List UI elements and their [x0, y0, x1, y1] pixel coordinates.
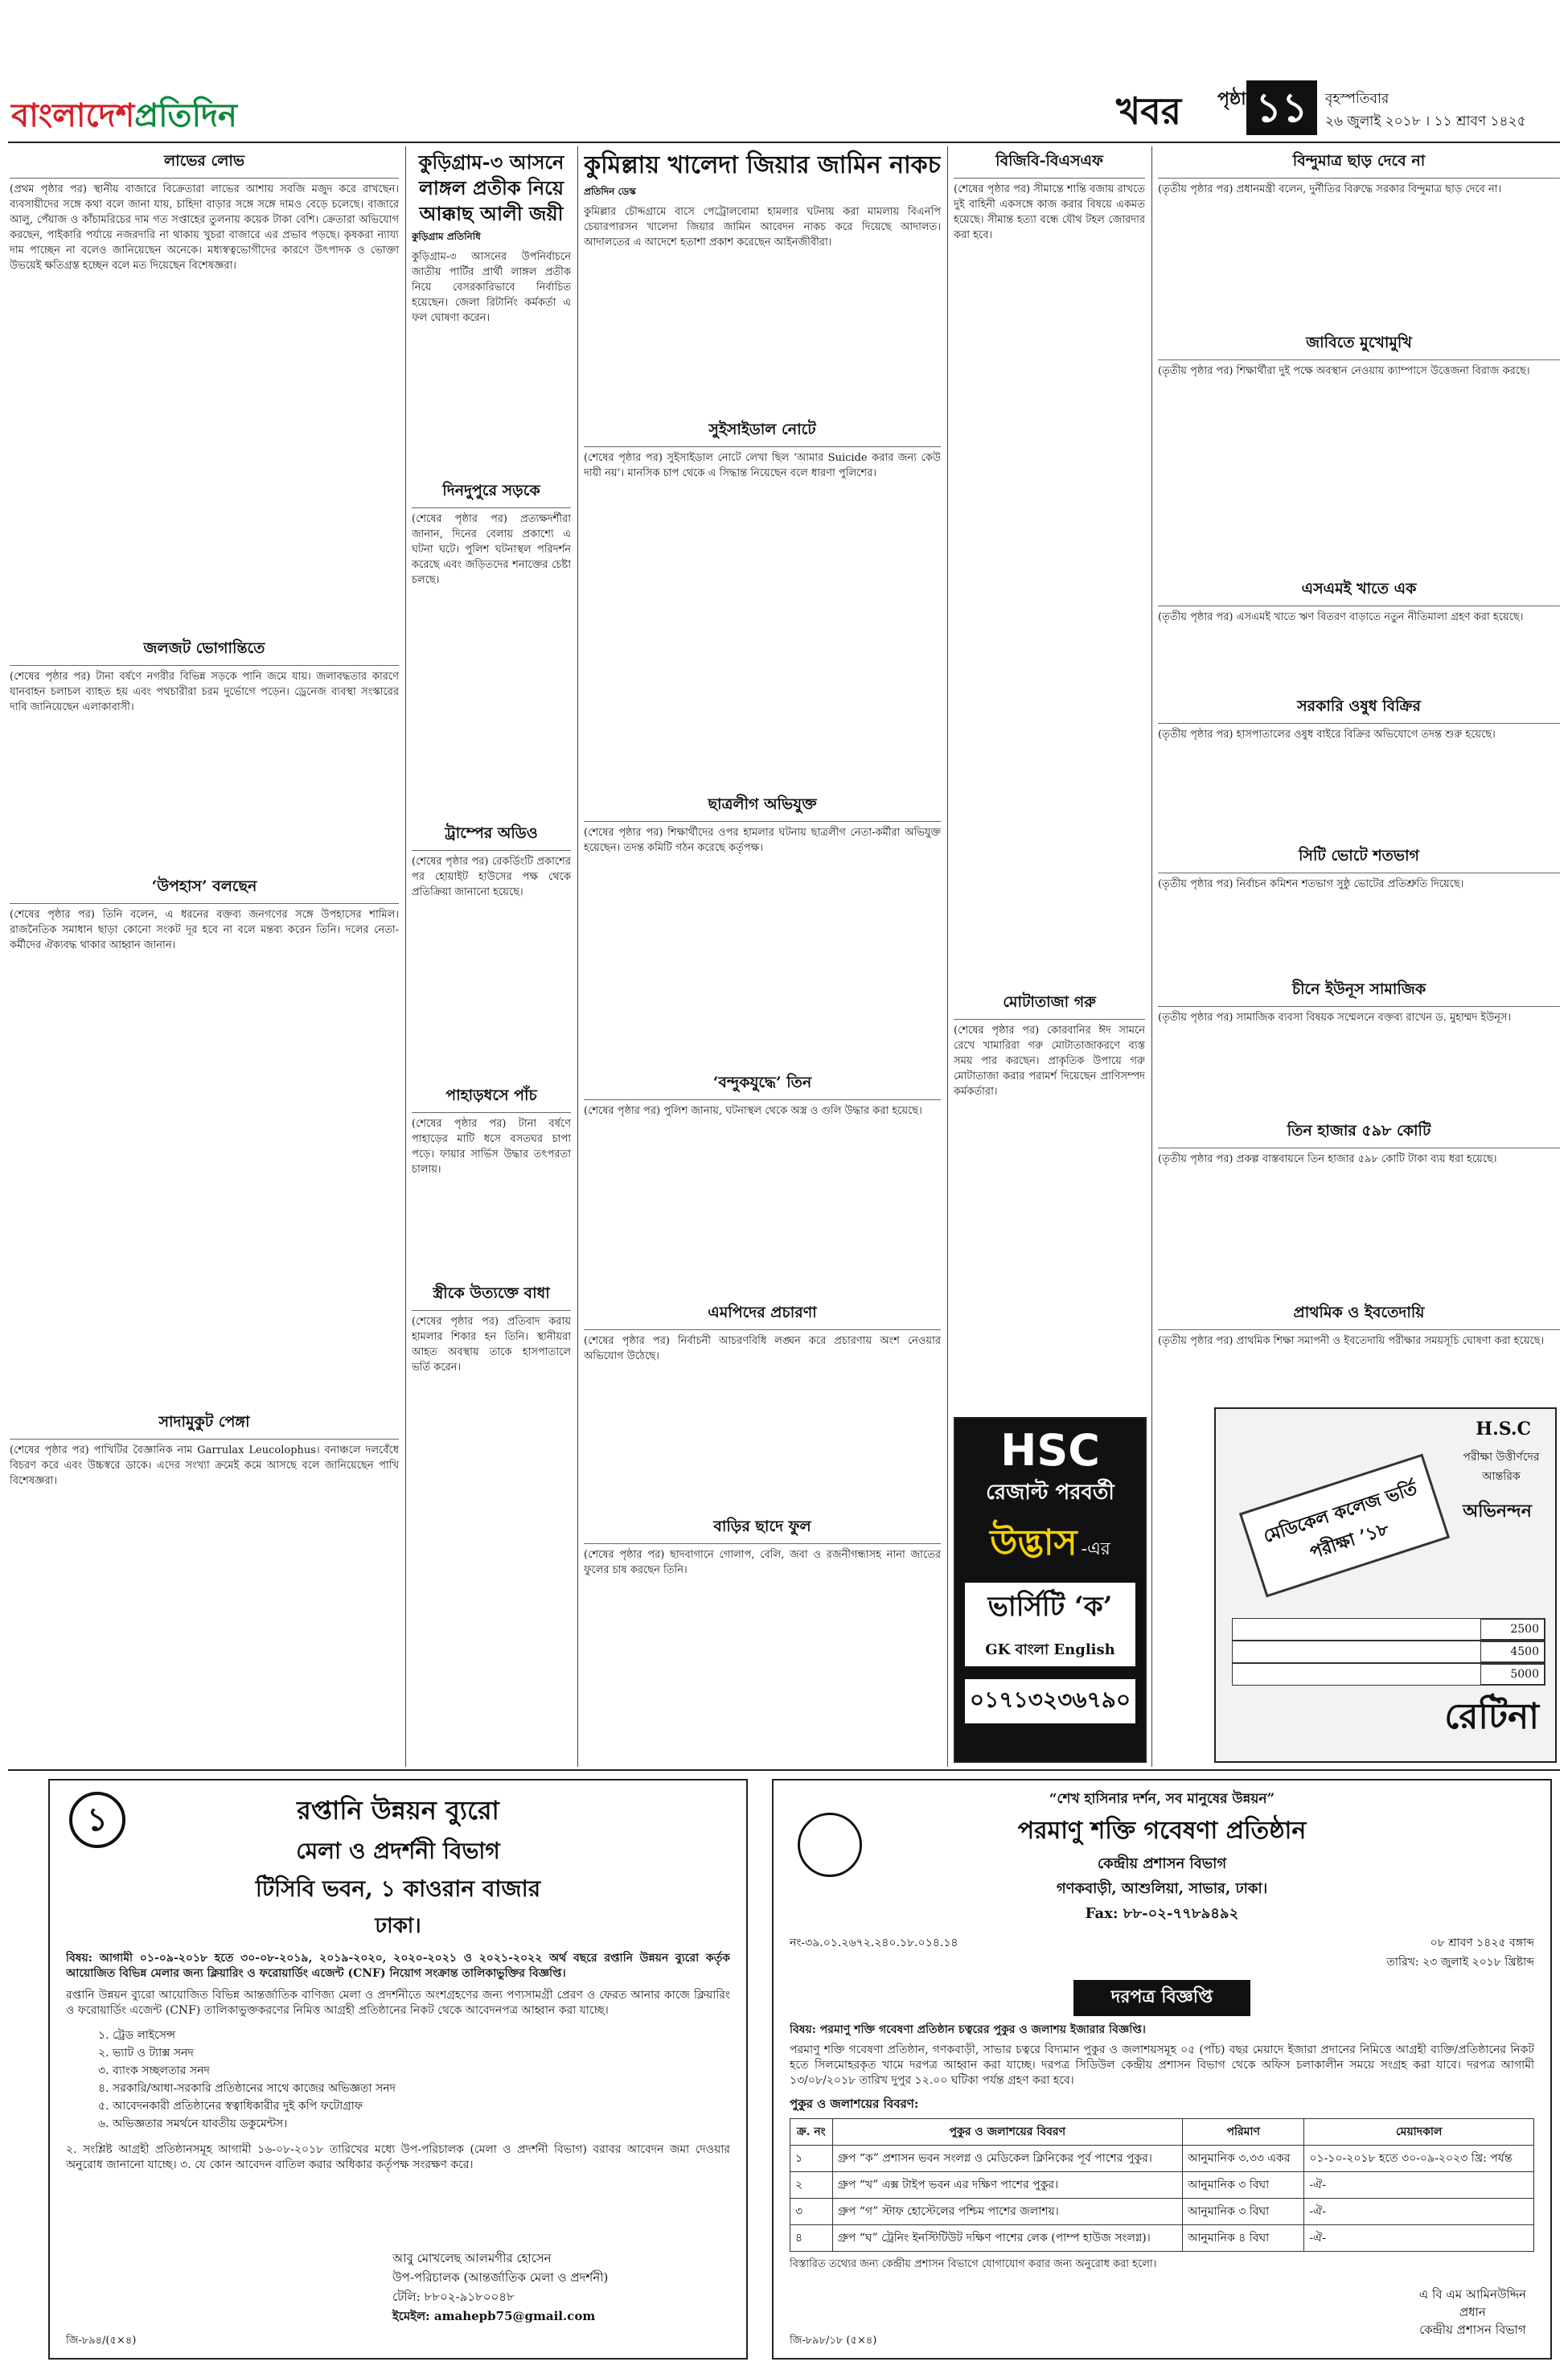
epb-list-item: ২. ভ্যাট ও ট্যাক্স সনদ [98, 2047, 194, 2060]
article-body: (তৃতীয় পৃষ্ঠার পর) সামাজিক ব্যবসা বিষয়ক সম্মেলনে বক্তব্য রাখেন ড. মুহাম্মদ ইউনূস। [1158, 1012, 1512, 1024]
article-headline[interactable]: সুইসাইডাল নোটে [584, 418, 941, 447]
aerd-notice [772, 1779, 1552, 2360]
aerd-dept: কেন্দ্রীয় প্রশাসন বিভাগ [1097, 1855, 1227, 1872]
price-cell: 2500 [1480, 1619, 1545, 1640]
article-body: (তৃতীয় পৃষ্ঠার পর) হাসপাতালের ওষুধ বাইরে বিক্রির অভিযোগে তদন্ত শুরু হয়েছে। [1158, 729, 1496, 741]
column-5 [1158, 150, 1560, 1404]
article-body: (শেষের পৃষ্ঠার পর) শিক্ষার্থীদের ওপর হামলার ঘটনায় ছাত্রলীগ নেতা-কর্মীরা অভিযুক্ত হয়েছেন। তদন্ত কমিটি গঠন করেছে কর্তৃপক্ষ। [584, 827, 941, 854]
article-headline[interactable]: ‘বন্দুকযুদ্ধে’ তিন [584, 1071, 941, 1100]
article-headline[interactable]: ‘উপহাস’ বলছেন [10, 875, 399, 904]
epb-org: রপ্তানি উন্নয়ন ব্যুরো [297, 1795, 499, 1826]
epb-body: রপ্তানি উন্নয়ন ব্যুরো আয়োজিত বিভিন্ন আন্তর্জাতিক বাণিজ্য মেলা ও প্রদর্শনীতে অংশগ্রহণের জন্য পণ্যসামগ্রী প্রেরণ ও ফেরত আনার কাজে ক্লিয়ারিং ও ফরোয়ার্ডিং এজেন্ট (CNF) তালিকাভুক্তকরণের নিমিত্ত আগ্রহী প্রতিষ্ঠানের নিকট থেকে আবেদনপত্র আহ্বান করা যাচ্ছে। [66, 1989, 730, 2017]
aerd-fax: Fax: ৮৮-০২-৭৭৮৯৪৯২ [1085, 1905, 1239, 1922]
epb-list [98, 2027, 730, 2133]
aerd-subject: বিষয়: পরমাণু শক্তি গবেষণা প্রতিষ্ঠান চত্বরের পুকুর ও জলাশয় ইজারার বিজ্ঞপ্তি। [790, 2023, 1146, 2036]
aerd-logo [798, 1813, 862, 1877]
price-row [1232, 1641, 1545, 1663]
aerd-table [790, 2118, 1534, 2252]
aerd-ref: জি-৮৯৮/১৮ (৫×৪) [790, 2335, 877, 2347]
table-row [790, 2172, 1534, 2199]
table-cell: আনুমানিক ৩ বিঘা [1183, 2172, 1304, 2199]
table-cell: গ্রুপ “গ” স্টাফ হোস্টেলের পশ্চিম পাশের জলাশয়। [832, 2199, 1182, 2225]
logo-part2: প্রতিদিন [134, 97, 237, 134]
article-body: (শেষের পৃষ্ঠার পর) ছাদবাগানে গোলাপ, বেলি, জবা ও রজনীগন্ধাসহ নানা জাতের ফুলের চাষ করছেন তিনি। [584, 1549, 941, 1576]
article-headline[interactable]: স্ত্রীকে উত্যক্তে বাধা [412, 1282, 571, 1311]
article-headline[interactable]: এমপিদের প্রচারণা [584, 1301, 941, 1330]
epb-list-item: ১. ট্রেড লাইসেন্স [98, 2029, 176, 2042]
retina-ad[interactable] [1214, 1407, 1557, 1763]
epb-address: টিসিবি ভবন, ১ কাওরান বাজার [255, 1875, 541, 1902]
column-divider [405, 146, 406, 1767]
table-cell: ৩ [790, 2199, 833, 2225]
issue-date: ২৬ জুলাই ২০১৮ । ১১ শ্রাবণ ১৪২৫ [1325, 113, 1526, 129]
aerd-date-en: ২৩ জুলাই ২০১৮ খ্রিষ্টাব্দ [1422, 1956, 1534, 1969]
hsc-ad-line5: GK বাংলা English [965, 1635, 1135, 1666]
table-cell: গ্রুপ “ক” প্রশাসন ভবন সংলগ্ন ও মেডিকেল ক্লিনিকের পূর্ব পাশের পুকুর। [832, 2146, 1182, 2172]
article-body: (শেষের পৃষ্ঠার পর) সীমান্তে শান্তি বজায় রাখতে দুই বাহিনী একসঙ্গে কাজ করার বিষয়ে একমত হয়েছে। সীমান্ত হত্যা বন্ধে যৌথ টহল জোরদার করা হবে। [954, 183, 1145, 241]
table-cell: ৪ [790, 2225, 833, 2252]
article-headline[interactable]: বিন্দুমাত্র ছাড় দেবে না [1158, 150, 1560, 179]
table-header: পরিমাণ [1183, 2119, 1304, 2146]
epb-list-item: ৪. সরকারি/আধা-সরকারি প্রতিষ্ঠানের সাথে কাজের অভিজ্ঞতা সনদ [98, 2082, 396, 2095]
column-divider [947, 146, 948, 1767]
epb-tel: টেলি: ৮৮০২-৯১৮০০৪৮ [392, 2290, 515, 2304]
epb-dept: মেলা ও প্রদর্শনী বিভাগ [296, 1838, 500, 1864]
epb-city: ঢাকা। [375, 1914, 421, 1938]
retina-ad-top: H.S.C [1476, 1419, 1531, 1440]
article-headline[interactable]: জাবিতে মুখোমুখি [1158, 331, 1560, 360]
retina-ad-sub1: পরীক্ষা উত্তীর্ণদের আন্তরিক [1463, 1451, 1540, 1483]
article-headline[interactable]: জলজট ভোগান্তিতে [10, 637, 399, 666]
hsc-ad-suffix: -এর [1081, 1539, 1110, 1559]
article-headline[interactable]: মোটাতাজা গরু [954, 991, 1145, 1020]
article-headline[interactable]: প্রাথমিক ও ইবতেদায়ি [1158, 1301, 1560, 1330]
aerd-slogan: “শেখ হাসিনার দর্শন, সব মানুষের উন্নয়ন” [1049, 1791, 1275, 1807]
column-divider [1151, 146, 1152, 1767]
aerd-date-block [1386, 1933, 1534, 1972]
aerd-date-bn: ০৮ শ্রাবণ ১৪২৫ বঙ্গাব্দ [1430, 1937, 1534, 1949]
column-3 [584, 150, 941, 1762]
epb-email[interactable]: ইমেইল: amahepb75@gmail.com [392, 2309, 596, 2323]
article-headline[interactable]: সিটি ভোটে শতভাগ [1158, 844, 1560, 873]
article-body: (শেষের পৃষ্ঠার পর) টানা বর্ষণে পাহাড়ের মাটি ধসে বসতঘর চাপা পড়ে। ফায়ার সার্ভিস উদ্ধার তৎপরতা চালায়। [412, 1118, 571, 1176]
article-body: (তৃতীয় পৃষ্ঠার পর) শিক্ষার্থীরা দুই পক্ষে অবস্থান নেওয়ায় ক্যাম্পাসে উত্তেজনা বিরাজ করছে। [1158, 365, 1530, 377]
page-label: পৃষ্ঠা [1217, 88, 1246, 109]
article-headline[interactable]: কুড়িগ্রাম-৩ আসনে লাঙ্গল প্রতীক নিয়ে আক্কাছ আলী জয়ী [418, 150, 564, 225]
logo[interactable] [11, 90, 237, 144]
table-row [790, 2225, 1534, 2252]
article-body: (শেষের পৃষ্ঠার পর) রেকর্ডিংটি প্রকাশের পর হোয়াইট হাউসের পক্ষ থেকে প্রতিক্রিয়া জানানো হয়েছে। [412, 856, 571, 898]
masthead [0, 0, 1568, 153]
article-body: (শেষের পৃষ্ঠার পর) নির্বাচনী আচরণবিধি লঙ্ঘন করে প্রচারণায় অংশ নেওয়ার অভিযোগ উঠেছে। [584, 1335, 941, 1362]
article-body: (তৃতীয় পৃষ্ঠার পর) প্রধানমন্ত্রী বলেন, দুর্নীতির বিরুদ্ধে সরকার বিন্দুমাত্র ছাড় দেবে না। [1158, 183, 1502, 195]
table-cell: আনুমানিক ৪ বিঘা [1183, 2225, 1304, 2252]
table-cell: -ঐ- [1304, 2225, 1534, 2252]
price-row [1232, 1618, 1545, 1641]
retina-price-list [1232, 1618, 1545, 1686]
byline: প্রতিদিন ডেস্ক [584, 186, 636, 197]
aerd-body: পরমাণু শক্তি গবেষণা প্রতিষ্ঠান, গণকবাড়ী, সাভার চত্বরে বিদ্যমান পুকুর ও জলাশয়সমূহ ০৫ (পাঁচ) বছর মেয়াদে ইজারা প্রদানের নিমিত্তে আগ্রহী ব্যক্তি/প্রতিষ্ঠানের নিকট হতে সিলমোহরকৃত খামে দরপত্র আহ্বান করা যাচ্ছে। দরপত্র সিডিউল কেন্দ্রীয় প্রশাসন বিভাগ থেকে অফিস চলাকালীন সময়ে সংগ্রহ করা যাবে। দরপত্র আগামী ১৩/০৮/২০১৮ তারিখ দুপুর ১২.০০ ঘটিকা পর্যন্ত গ্রহণ করা হবে। [790, 2043, 1534, 2087]
article-headline[interactable]: তিন হাজার ৫৯৮ কোটি [1158, 1119, 1560, 1148]
article-body: (শেষের পৃষ্ঠার পর) প্রতিবাদ করায় হামলার শিকার হন তিনি। স্থানীয়রা আহত অবস্থায় তাকে হাসপাতালে ভর্তি করেন। [412, 1316, 571, 1374]
column-2 [412, 150, 571, 1762]
aerd-org: পরমাণু শক্তি গবেষণা প্রতিষ্ঠান [1017, 1817, 1307, 1845]
article-headline[interactable]: বিজিবি-বিএসএফ [954, 150, 1145, 179]
issue-day: বৃহস্পতিবার [1325, 91, 1389, 107]
article-body: (শেষের পৃষ্ঠার পর) পুলিশ জানায়, ঘটনাস্থল থেকে অস্ত্র ও গুলি উদ্ধার করা হয়েছে। [584, 1105, 922, 1117]
lead-headline[interactable]: কুমিল্লায় খালেদা জিয়ার জামিন নাকচ [584, 151, 941, 179]
article-headline[interactable]: এসএমই খাতে এক [1158, 577, 1560, 606]
article-headline[interactable]: চীনে ইউনূস সামাজিক [1158, 978, 1560, 1007]
article-headline[interactable]: সরকারি ওষুধ বিক্রির [1158, 695, 1560, 724]
article-headline[interactable]: ছাত্রলীগ অভিযুক্ত [584, 793, 941, 822]
table-cell: ০১-১০-২০১৮ হতে ৩০-০৯-২০২৩ খ্রি: পর্যন্ত [1304, 2146, 1534, 2172]
masthead-rule [8, 142, 1560, 143]
epb-list-item: ৬. অভিজ্ঞতার সমর্থনে যাবতীয় ডকুমেন্টস। [98, 2117, 288, 2130]
article-body: (তৃতীয় পৃষ্ঠার পর) নির্বাচন কমিশন শতভাগ সুষ্ঠু ভোটের প্রতিশ্রুতি দিয়েছে। [1158, 878, 1464, 890]
aerd-signer-dept: কেন্দ্রীয় প্রশাসন বিভাগ [1419, 2323, 1526, 2337]
article-body: কুমিল্লার চৌদ্দগ্রামে বাসে পেট্রোলবোমা হামলার ঘটনায় করা মামলায় বিএনপি চেয়ারপারসন খালেদা জিয়ার জামিন আবেদন নাকচ করে দিয়েছে আদালত। আদালতের এ আদেশে হতাশা প্রকাশ করেছেন আইনজীবীরা। [584, 206, 941, 248]
aerd-memo-row [790, 1933, 1534, 1972]
epb-logo: ১ [69, 1792, 125, 1848]
epb-signer: আবু মোখলেছ আলমগীর হোসেন [392, 2251, 552, 2265]
article-headline[interactable]: পাহাড়ধসে পাঁচ [412, 1084, 571, 1113]
aerd-signer-title: প্রধান [1459, 2305, 1486, 2319]
article-headline[interactable]: সাদামুকুট পেঙ্গা [10, 1411, 399, 1440]
article-body: (প্রথম পৃষ্ঠার পর) স্থানীয় বাজারে বিক্রেতারা লাভের আশায় সবজি মজুদ করে রাখছেন। ব্যবসায়ীদের সঙ্গে কথা বলে জানা যায়, চাহিদা বাড়ার সঙ্গে সঙ্গে দামও বেড়ে চলেছে। বাজারে আলু, পেঁয়াজ ও কাঁচামরিচের দাম গত সপ্তাহের তুলনায় কয়েক টাকা বেশি। ক্রেতারা অভিযোগ করছেন, পাইকারি পর্যায়ে নজরদারি না থাকায় খুচরা বাজারে এর প্রভাব পড়ছে। কৃষকরা ন্যায্য দাম পাচ্ছেন না বলেও জানিয়েছেন অনেকে। মধ্যস্বত্বভোগীদের কারণে উৎপাদক ও ভোক্তা উভয়েই ক্ষতিগ্রস্ত হচ্ছেন বলে মত দিয়েছেন বিশেষজ্ঞরা। [10, 183, 399, 272]
hsc-ad-line1: রেজাল্ট পরবর্তী [986, 1481, 1114, 1505]
article-body: (শেষের পৃষ্ঠার পর) টানা বর্ষণে নগরীর বিভিন্ন সড়কে পানি জমে যায়। জলাবদ্ধতার কারণে যানবাহন চলাচল ব্যাহত হয় এবং পথচারীরা চরম দুর্ভোগে পড়েন। ড্রেনেজ ব্যবস্থা সংস্কারের দাবি জানিয়েছেন এলাকাবাসী। [10, 671, 399, 713]
epb-list-item: ৩. ব্যাংক সচ্ছলতার সনদ [98, 2064, 210, 2077]
article-body: (তৃতীয় পৃষ্ঠার পর) প্রাথমিক শিক্ষা সমাপনী ও ইবতেদায়ি পরীক্ষার সময়সূচি ঘোষণা করা হয়েছে। [1158, 1335, 1545, 1347]
notices-rule [8, 1769, 1560, 1771]
hsc-ad-line4: ভার্সিটি ‘ক’ [965, 1583, 1135, 1635]
article-body: (শেষের পৃষ্ঠার পর) তিনি বলেন, এ ধরনের বক্তব্য জনগণের সঙ্গে উপহাসের শামিল। রাজনৈতিক সমাধান ছাড়া কোনো সংকট দূর হবে না বলে মন্তব্য করেন তিনি। দলের নেতা-কর্মীদের ঐক্যবদ্ধ থাকার আহ্বান জানান। [10, 909, 399, 951]
table-cell: -ঐ- [1304, 2172, 1534, 2199]
article-headline[interactable]: ট্রাম্পের অডিও [412, 822, 571, 851]
column-1 [10, 150, 399, 1762]
table-cell: আনুমানিক ৩ বিঘা [1183, 2199, 1304, 2225]
epb-list-item: ৫. আবেদনকারী প্রতিষ্ঠানের স্বত্বাধিকারীর দুই কপি ফটোগ্রাফ [98, 2100, 363, 2113]
retina-ad-sub2: অভিনন্দন [1463, 1501, 1532, 1522]
epb-subject: বিষয়: আগামী ০১-০৯-২০১৮ হতে ৩০-০৮-২০১৯, ২০১৯-২০২০, ২০২০-২০২১ ও ২০২১-২০২২ অর্থ বছরে রপ্তানি উন্নয়ন ব্যুরো কর্তৃক আয়োজিত বিভিন্ন মেলার জন্য ক্লিয়ারিং ও ফরোয়ার্ডিং এজেন্ট (CNF) নিয়োগ সংক্রান্ত তালিকাভুক্তির বিজ্ঞপ্তি। [66, 1952, 730, 1980]
article-body: (তৃতীয় পৃষ্ঠার পর) এসএমই খাতে ঋণ বিতরণ বাড়াতে নতুন নীতিমালা গ্রহণ করা হয়েছে। [1158, 611, 1524, 623]
table-cell: গ্রুপ “খ” এক্স টাইপ ভবন এর দক্ষিণ পাশের পুকুর। [832, 2172, 1182, 2199]
price-cell: 5000 [1480, 1664, 1545, 1685]
table-header: পুকুর ও জলাশয়ের বিবরণ [832, 2119, 1182, 2146]
aerd-table-title: পুকুর ও জলাশয়ের বিবরণ: [790, 2097, 919, 2111]
epb-note: ২. সংশ্লিষ্ট আগ্রহী প্রতিষ্ঠানসমূহ আগামী ১৬-০৮-২০১৮ তারিখের মধ্যে উপ-পরিচালক (মেলা ও প্রদর্শনী বিভাগ) বরাবর আবেদন জমা দেওয়ার অনুরোধ জানানো যাচ্ছে। ৩. যে কোন আবেদন বাতিল করার অধিকার কর্তৃপক্ষ সংরক্ষণ করে। [66, 2143, 730, 2171]
hsc-ad-brand: উদ্ভাস [990, 1522, 1077, 1563]
table-row [790, 2199, 1534, 2225]
price-cell: 4500 [1480, 1641, 1545, 1662]
article-headline[interactable]: লাভের লোভ [10, 150, 399, 179]
article-headline[interactable]: বাড়ির ছাদে ফুল [584, 1515, 941, 1544]
aerd-signer: এ বি এম আমিনউদ্দিন [1418, 2287, 1526, 2302]
article-body: (শেষের পৃষ্ঠার পর) কোরবানির ঈদ সামনে রেখে খামারিরা গরু মোটাতাজাকরণে ব্যস্ত সময় পার করছেন। প্রাকৃতিক উপায়ে গরু মোটাতাজা করার পরামর্শ দিয়েছেন প্রাণিসম্পদ কর্মকর্তারা। [954, 1025, 1145, 1098]
epb-notice [48, 1779, 748, 2360]
article-body: (শেষের পৃষ্ঠার পর) সুইসাইডাল নোটে লেখা ছিল ‘আমার Suicide করার জন্য কেউ দায়ী নয়’। মানসিক চাপ থেকে এ সিদ্ধান্ত নিয়েছেন বলে ধারণা পুলিশের। [584, 452, 941, 479]
epb-ref: জি-৮৯৪/(৫×৪) [66, 2335, 137, 2347]
article-body: (শেষের পৃষ্ঠার পর) পাখিটির বৈজ্ঞানিক নাম Garrulax Leucolophus। বনাঞ্চলে দলবেঁধে বিচরণ করে এবং উচ্চস্বরে ডাকে। এদের সংখ্যা ক্রমেই কমে আসছে বলে জানিয়েছেন পাখি বিশেষজ্ঞরা। [10, 1444, 399, 1487]
table-cell: গ্রুপ “ঘ” ট্রেনিং ইনস্টিটিউট দক্ষিণ পাশের লেক (পাম্প হাউজ সংলগ্ন)। [832, 2225, 1182, 2252]
aerd-address: গণকবাড়ী, আশুলিয়া, সাভার, ঢাকা। [1056, 1880, 1268, 1897]
section-label: খবর [1116, 89, 1182, 133]
table-row [790, 2146, 1534, 2172]
table-header: ক্র. নং [790, 2119, 833, 2146]
aerd-footer-note: বিস্তারিত তথ্যের জন্য কেন্দ্রীয় প্রশাসন বিভাগে যোগাযোগ করার জন্য অনুরোধ করা হলো। [790, 2258, 1157, 2270]
table-cell: আনুমানিক ৩.৩৩ একর [1183, 2146, 1304, 2172]
price-row [1232, 1663, 1545, 1686]
page-number-box [1246, 80, 1317, 135]
aerd-signature-block [1419, 2286, 1526, 2339]
aerd-date-label: তারিখ: [1386, 1956, 1419, 1969]
retina-brand: রেটিনা [1444, 1696, 1539, 1737]
hsc-ad[interactable] [954, 1417, 1147, 1763]
table-cell: -ঐ- [1304, 2199, 1534, 2225]
table-cell: ২ [790, 2172, 833, 2199]
epb-signer-title: উপ-পরিচালক (আন্তর্জাতিক মেলা ও প্রদর্শনী) [392, 2270, 609, 2285]
page-number: ১১ [1255, 84, 1308, 131]
logo-part1: বাংলাদেশ [11, 97, 135, 134]
table-cell: ১ [790, 2146, 833, 2172]
column-divider [577, 146, 578, 1767]
table-header-row [790, 2119, 1534, 2146]
article-body: কুড়িগ্রাম-৩ আসনের উপনির্বাচনে জাতীয় পার্টির প্রার্থী লাঙ্গল প্রতীক নিয়ে বেসরকারিভাবে নির্বাচিত হয়েছেন। জেলা রিটার্নিং কর্মকর্তা এ ফল ঘোষণা করেন। [412, 251, 571, 324]
retina-ad-center: মেডিকেল কলেজ ভর্তি পরীক্ষা ’১৮ [1239, 1454, 1450, 1598]
aerd-tender-title: দরপত্র বিজ্ঞপ্তি [1073, 1980, 1250, 2016]
article-headline[interactable]: দিনদুপুরে সড়কে [412, 479, 571, 508]
article-body: (শেষের পৃষ্ঠার পর) প্রত্যক্ষদর্শীরা জানান, দিনের বেলায় প্রকাশ্যে এ ঘটনা ঘটে। পুলিশ ঘটনাস্থল পরিদর্শন করেছে এবং জড়িতদের শনাক্তের চেষ্টা চলছে। [412, 513, 571, 586]
table-header: মেয়াদকাল [1304, 2119, 1534, 2146]
article-body: (তৃতীয় পৃষ্ঠার পর) প্রকল্প বাস্তবায়নে তিন হাজার ৫৯৮ কোটি টাকা ব্যয় ধরা হয়েছে। [1158, 1153, 1497, 1165]
column-4 [954, 150, 1145, 1412]
hsc-ad-title: HSC [1000, 1425, 1100, 1476]
hsc-ad-phone: ০১৭১৩২৩৬৭৯০ [965, 1679, 1135, 1723]
byline: কুড়িগ্রাম প্রতিনিধি [412, 231, 481, 242]
epb-signature-block [392, 2249, 714, 2326]
aerd-memo: নং-৩৯.০১.২৬৭২.২৪০.১৮.০১৪.১৪ [790, 1937, 958, 1949]
